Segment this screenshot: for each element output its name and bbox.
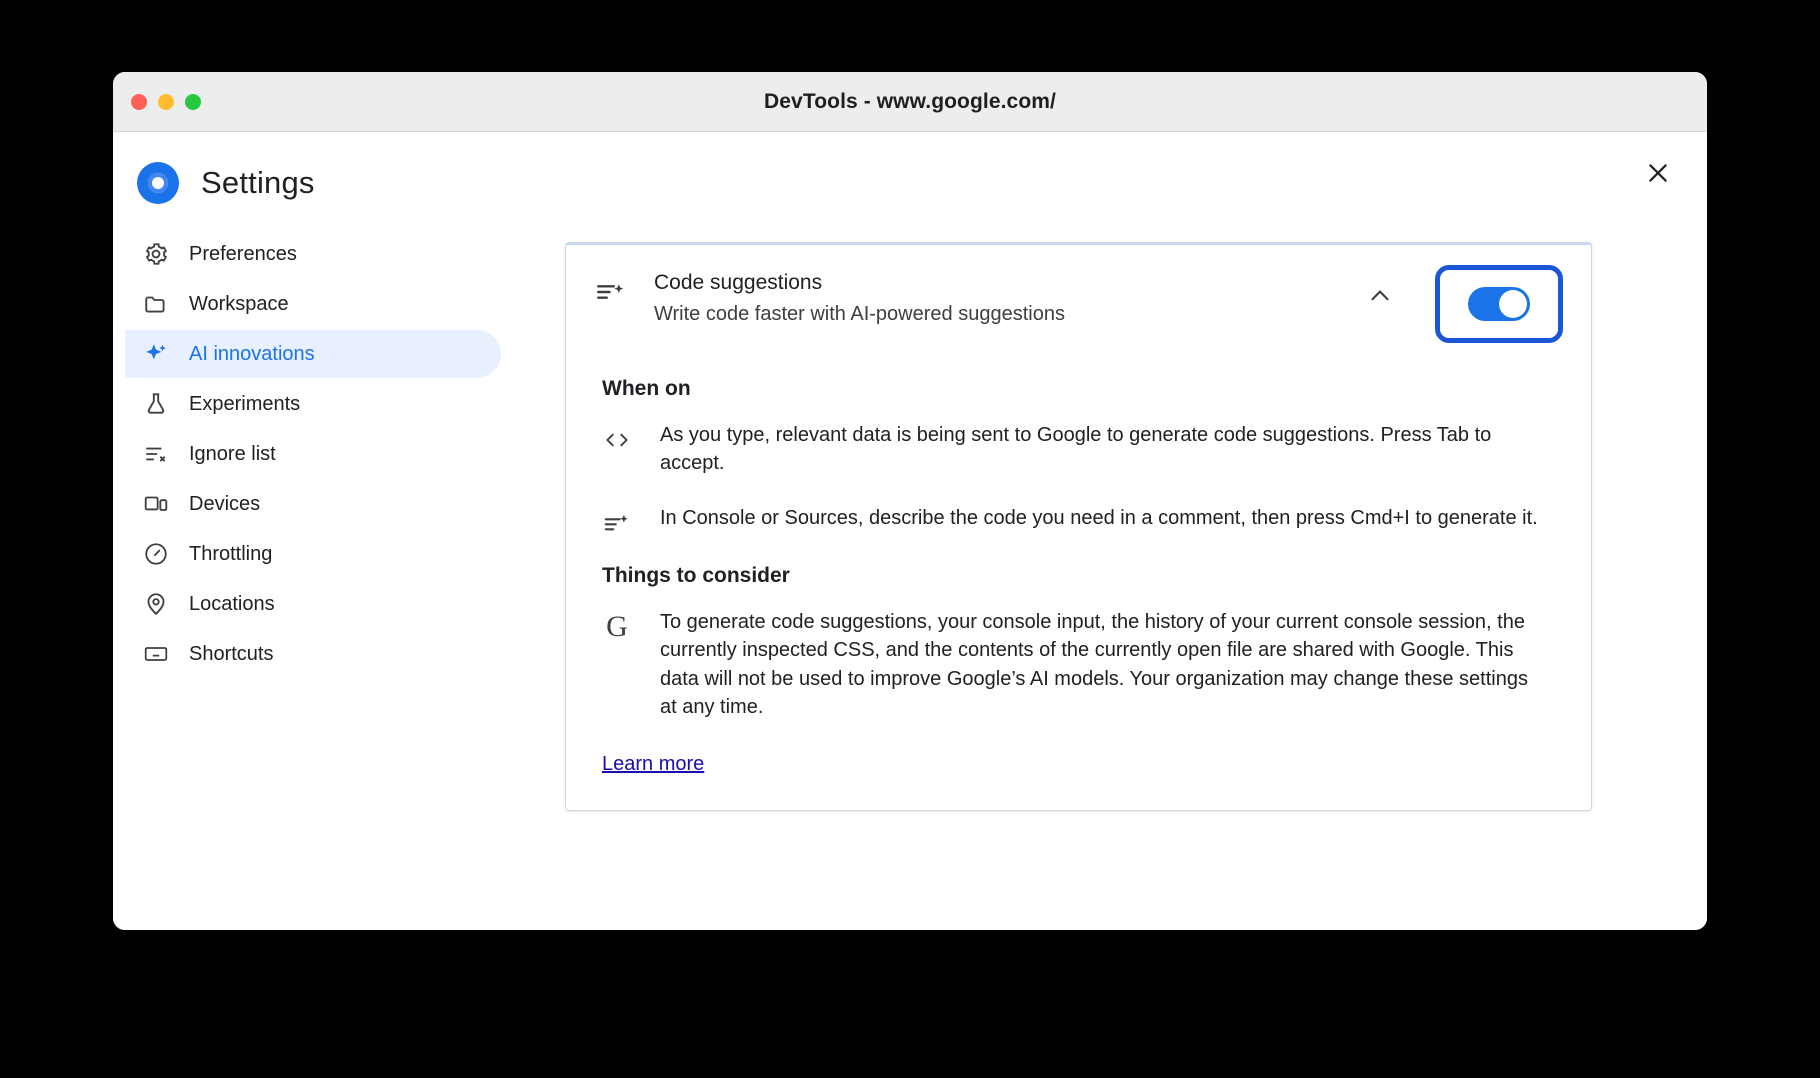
- gear-icon: [143, 241, 169, 267]
- google-g-icon: G: [606, 609, 628, 643]
- minimize-window-button[interactable]: [158, 94, 174, 110]
- window-title: DevTools - www.google.com/: [764, 89, 1056, 113]
- settings-sidebar: [113, 132, 517, 930]
- card-title: Code suggestions: [654, 271, 823, 294]
- code-suggestions-toggle[interactable]: [1468, 287, 1530, 321]
- page-title: Settings: [201, 165, 315, 200]
- traffic-light-controls: [131, 72, 201, 132]
- sidebar-item-label: Devices: [189, 492, 261, 515]
- card-header: [566, 245, 1591, 365]
- sparkle-lines-icon: [602, 508, 632, 538]
- list-item-text: In Console or Sources, describe the code you need in a comment, then press Cmd+I to generate it.: [660, 506, 1538, 529]
- card-content: [566, 377, 1591, 810]
- chevron-up-icon[interactable]: [1365, 281, 1395, 311]
- sidebar-item-label: AI innovations: [189, 342, 315, 365]
- chrome-logo-icon: [137, 162, 179, 204]
- close-window-button[interactable]: [131, 94, 147, 110]
- window-titlebar: [113, 72, 1707, 132]
- things-to-consider-heading: Things to consider: [602, 563, 790, 587]
- settings-panel: [517, 132, 1707, 930]
- sidebar-item-label: Shortcuts: [189, 642, 274, 665]
- sidebar-item-ignore-list[interactable]: [125, 430, 501, 478]
- sidebar-item-experiments[interactable]: [125, 380, 501, 428]
- devtools-window: [113, 72, 1707, 930]
- keyboard-icon: [143, 641, 169, 667]
- window-body: [113, 132, 1707, 930]
- sidebar-item-shortcuts[interactable]: [125, 630, 501, 678]
- card-header-text: [654, 271, 1339, 326]
- code-brackets-icon: [602, 425, 632, 455]
- sidebar-item-label: Workspace: [189, 292, 289, 315]
- list-item: [602, 421, 1555, 478]
- card-subtitle: Write code faster with AI-powered suggestions: [654, 303, 1065, 325]
- sidebar-item-label: Locations: [189, 592, 275, 615]
- maximize-window-button[interactable]: [185, 94, 201, 110]
- list-item: [602, 608, 1555, 722]
- folder-icon: [143, 291, 169, 317]
- sidebar-item-locations[interactable]: [125, 580, 501, 628]
- close-icon[interactable]: [1641, 156, 1675, 190]
- sidebar-item-label: Experiments: [189, 392, 301, 415]
- list-item: [602, 504, 1555, 538]
- sidebar-item-workspace[interactable]: [125, 280, 501, 328]
- pin-icon: [143, 591, 169, 617]
- sidebar-item-preferences[interactable]: [125, 230, 501, 278]
- learn-more-link[interactable]: Learn more: [602, 753, 705, 776]
- sidebar-item-label: Preferences: [189, 242, 297, 265]
- sparkle-icon: [143, 341, 169, 367]
- sidebar-item-throttling[interactable]: [125, 530, 501, 578]
- toggle-highlight-box: [1435, 265, 1563, 343]
- code-suggestions-card: [565, 242, 1592, 811]
- list-x-icon: [143, 441, 169, 467]
- flask-icon: [143, 391, 169, 417]
- gauge-icon: [143, 541, 169, 567]
- list-item-text: To generate code suggestions, your console input, the history of your current console session, the currently inspected CSS, and the contents of the currently open file are shared with Google. This data will not be used to improve Google’s AI models. Your organization may change these settings at any time.: [660, 610, 1528, 718]
- devices-icon: [143, 491, 169, 517]
- sidebar-item-label: Ignore list: [189, 442, 276, 465]
- code-suggestions-icon: [594, 275, 628, 309]
- sidebar-item-devices[interactable]: [125, 480, 501, 528]
- settings-header: [113, 162, 517, 204]
- when-on-heading: When on: [602, 377, 691, 400]
- sidebar-item-ai-innovations[interactable]: [125, 330, 501, 378]
- list-item-text: As you type, relevant data is being sent to Google to generate code suggestions. Press Tab to accept.: [660, 424, 1492, 475]
- sidebar-item-label: Throttling: [189, 542, 273, 565]
